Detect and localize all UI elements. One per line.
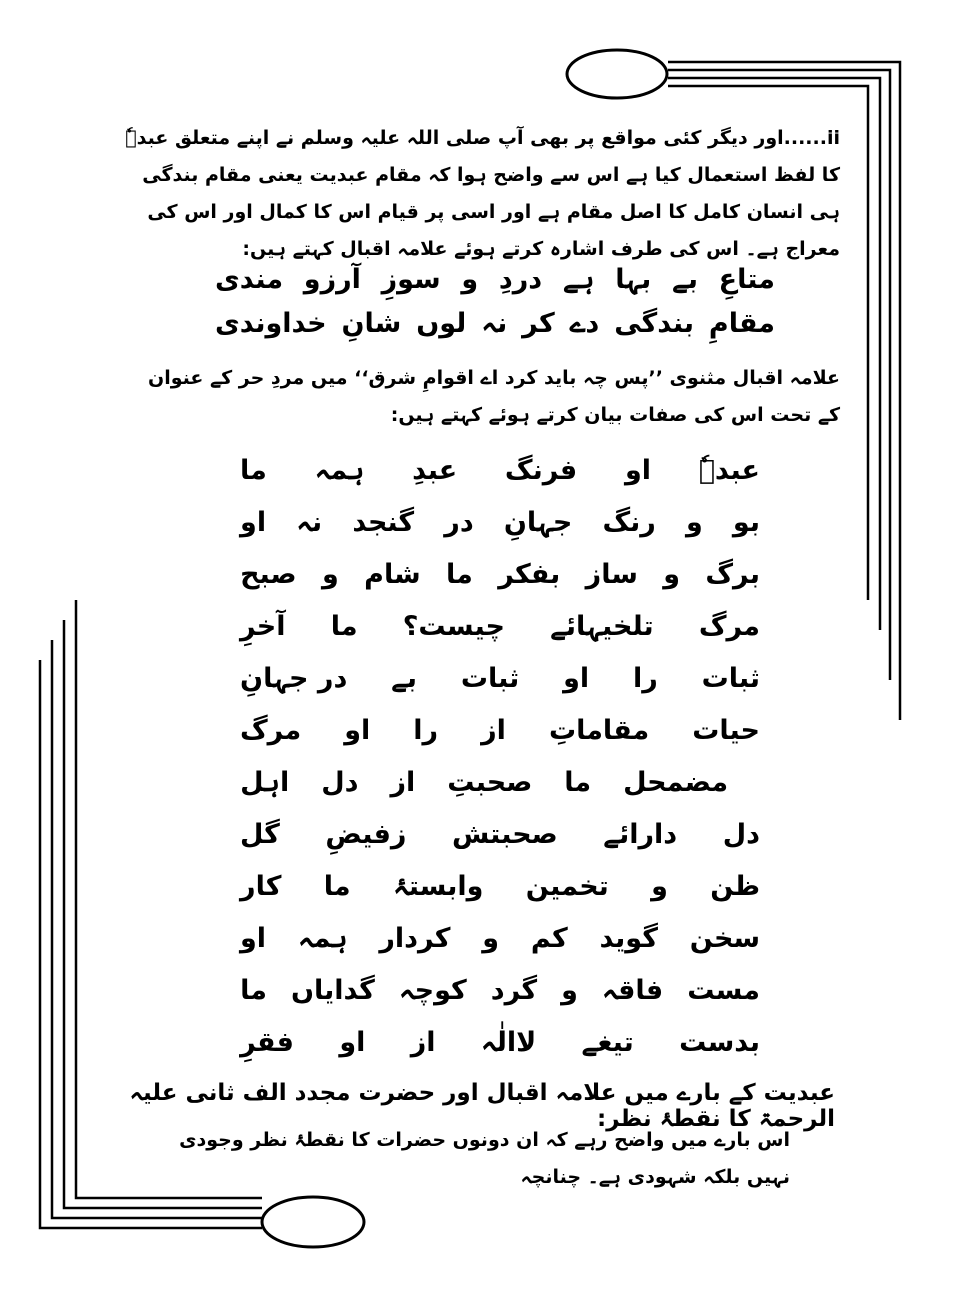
verse-word: تلخیہائے [550,610,654,642]
verse-block [240,444,760,1068]
verse-word: ظن [710,870,760,902]
verse-word: صحبتِ [447,766,533,798]
section-heading: عبدیت کے بارے میں علامہ اقبال اور حضرت مجدد الف ثانی علیہ الرحمۃ کا نقطۂ نظر: [129,1080,835,1132]
verse-word: ما [240,454,267,486]
verse-word: عبدِ [412,454,458,486]
verse-word: ما [323,870,351,902]
verse-word: در جہانِ [240,662,348,694]
verse-word: ثبات [460,662,520,694]
verse-word: تیغے [581,1026,634,1058]
top-ornament-ellipse [567,50,667,98]
verse-word: را [632,662,658,694]
closing-line: اس بارے میں واضح رہے کہ ان دونوں حضرات کا نقطۂ نظر وجودی نہیں بلکہ شہودی ہے۔ چنانچہ [179,1129,790,1188]
verse-word: حیات [692,714,760,746]
verse-line [240,548,760,600]
verse-word: برگ [705,558,760,590]
verse-word: کار [240,870,282,902]
verse-word: فقرِ [240,1026,294,1058]
verse-line [240,444,760,496]
verse-line [240,964,760,1016]
verse-line [240,600,760,652]
verse-word: لاالٰہ [480,1026,537,1058]
verse-line [240,912,760,964]
verse-word: چیست؟ [402,610,505,642]
verse-word: او [240,922,267,954]
verse-word: گرد [490,974,538,1006]
verse-word: ہمہ [297,922,348,954]
verse-word: فاقہ [601,974,664,1006]
verse-word: دل [321,766,359,798]
verse-line [240,1016,760,1068]
verse-word: دارائے [603,818,678,850]
verse-word: مرگ [698,610,760,642]
verse-word: بو [732,506,760,538]
verse-word: مست [687,974,760,1006]
verse-line [240,496,760,548]
verse-line [240,704,760,756]
verse-word: مضمحل [623,766,729,798]
couplet-line: مقامِ بندگی دے کر نہ لوں شانِ خداوندی [215,308,775,339]
verse-word: گوید [599,922,658,954]
verse-word: دل [722,818,760,850]
verse-word: او [344,714,371,746]
second-paragraph: علامہ اقبال مثنوی ’’پس چہ باید کرد اے اقوامِ شرق‘‘ میں مردِ حر کے عنوان کے تحت اس کی صفات بیان کرتے ہوئے کہتے ہیں: [148,367,840,426]
verse-word: در [444,506,474,538]
verse-word: زفیضِ [325,818,407,850]
verse-word: سخن [689,922,760,954]
verse-word: کردار [379,922,451,954]
verse-word: از [390,766,416,798]
verse-word: او [563,662,590,694]
verse-word: فرنگ [504,454,578,486]
verse-word: کوچہ [398,974,467,1006]
verse-word: را [413,714,439,746]
verse-word: کم [530,922,568,954]
verse-word: گدایاں [290,974,375,1006]
bottom-ornament-ellipse [262,1197,364,1247]
verse-word: ہمہ [314,454,365,486]
verse-word: او [624,454,651,486]
verse-word: ثبات [701,662,760,694]
verse-word: گنجد [352,506,415,538]
verse-word: او [240,506,267,538]
verse-word: رنگ [602,506,656,538]
verse-word: از [410,1026,436,1058]
verse-word: بدست [679,1026,760,1058]
verse-word: مرگ [240,714,302,746]
verse-word: ساز [585,558,638,590]
verse-word: بفکر [498,558,561,590]
verse-word: ما [330,610,358,642]
verse-word: ما [564,766,592,798]
verse-word: و [482,922,500,954]
couplet [215,258,775,346]
verse-word: صحبتش [452,818,558,850]
intro-paragraph: ii......اور دیگر کئی مواقع پر بھی آپ صلی اللہ علیہ وسلم نے اپنے متعلق عبدہٗ کا لفظ استعمال کیا ہے اس سے واضح ہوا کہ مقام عبدیت یعنی مقام بندگی ہی انسان کامل کا اصل مقام ہے اور اسی پر قیام اس کا کمال اور اس کی معراج ہے۔ اس کی طرف اشارہ کرتے ہوئے علامہ اقبال کہتے ہیں: [125,127,840,260]
verse-word: ما [240,974,267,1006]
verse-word: ما [446,558,473,590]
verse-word: تخمین [525,870,609,902]
verse-word: آخرِ [240,610,286,642]
verse-word: نہ [296,506,323,538]
verse-word: گل [240,818,280,850]
verse-word: جہانِ [503,506,573,538]
verse-line [240,652,760,704]
verse-word: بے [391,662,418,694]
verse-word: شام [364,558,421,590]
verse-line [240,756,760,808]
verse-word: و [561,974,578,1006]
verse-word: از [481,714,506,746]
verse-word: و [663,558,681,590]
verse-line [240,808,760,860]
verse-word: وابستۂ [392,870,484,902]
verse-word: عبدہٗ [698,454,760,486]
couplet-line: متاعِ بے بہا ہے دردِ و سوزِ آرزو مندی [215,264,775,295]
verse-word: و [685,506,703,538]
verse-line [240,860,760,912]
verse-word: اہل [240,766,290,798]
verse-word: و [651,870,668,902]
verse-word: او [339,1026,366,1058]
verse-word: و [322,558,339,590]
verse-word: مقاماتِ [548,714,650,746]
verse-word: صبح [240,558,297,590]
